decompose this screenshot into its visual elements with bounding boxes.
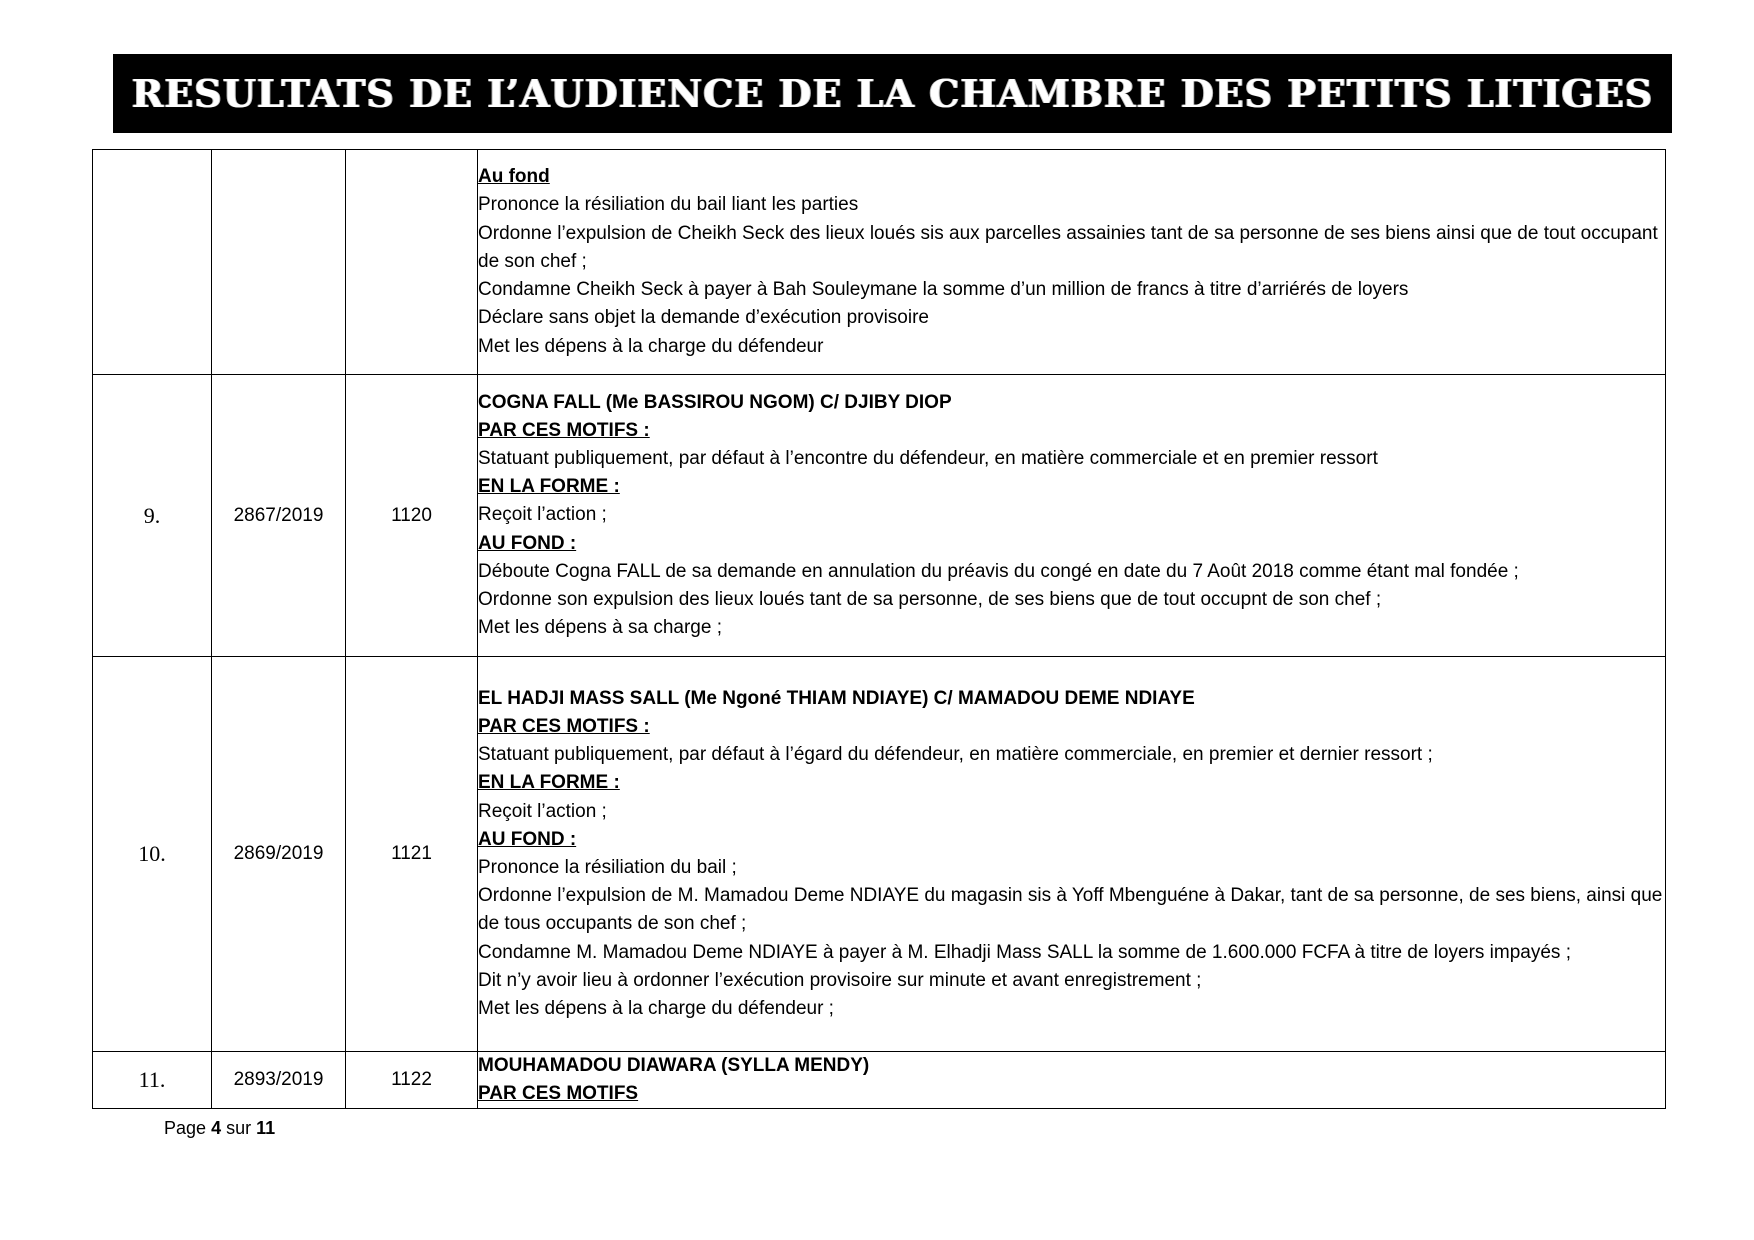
decision-text — [478, 657, 1666, 1052]
page-footer — [164, 1118, 275, 1139]
decision-text — [478, 1052, 1666, 1109]
case-number: 9. — [93, 375, 212, 657]
footer-current-page: 4 — [211, 1118, 222, 1138]
section-heading: PAR CES MOTIFS — [478, 1083, 639, 1105]
footer-page-label: Page — [164, 1118, 207, 1138]
section-heading: Au fond — [478, 166, 550, 188]
decision-line: Met les dépens à la charge du défendeur — [478, 335, 824, 357]
decision-line: Ordonne l’expulsion de Cheikh Seck des lieux loués sis aux parcelles assainies tant de sa personne de ses biens ainsi que de tout occupant de son chef ; — [478, 222, 1658, 272]
results-table — [92, 149, 1666, 1109]
section-heading: PAR CES MOTIFS : — [478, 715, 650, 737]
decision-line: Statuant publiquement, par défaut à l’égard du défendeur, en matière commerciale, en premier et dernier ressort ; — [478, 744, 1433, 766]
section-heading: AU FOND : — [478, 532, 577, 554]
table-row — [93, 150, 1666, 375]
decision-text — [478, 375, 1666, 657]
rg-number: 2893/2019 — [212, 1052, 346, 1109]
case-number: 11. — [93, 1052, 212, 1109]
rg-number: 2869/2019 — [212, 657, 346, 1052]
table-row — [93, 375, 1666, 657]
decision-line: Met les dépens à la charge du défendeur ; — [478, 998, 834, 1020]
case-number — [93, 150, 212, 375]
decision-line: Prononce la résiliation du bail liant les parties — [478, 194, 859, 216]
judgment-number: 1122 — [346, 1052, 478, 1109]
section-heading: AU FOND : — [478, 828, 577, 850]
decision-line: Reçoit l’action ; — [478, 504, 607, 526]
decision-line: Déclare sans objet la demande d’exécution provisoire — [478, 307, 929, 329]
decision-line: Statuant publiquement, par défaut à l’encontre du défendeur, en matière commerciale et en premier ressort — [478, 447, 1378, 469]
decision-line: Prononce la résiliation du bail ; — [478, 857, 737, 878]
judgment-number — [346, 150, 478, 375]
parties-line: COGNA FALL (Me BASSIROU NGOM) C/ DJIBY DIOP — [478, 391, 952, 413]
decision-line: Déboute Cogna FALL de sa demande en annulation du préavis du congé en date du 7 Août 2018 comme étant mal fondée ; — [478, 560, 1519, 582]
parties-line: MOUHAMADOU DIAWARA (SYLLA MENDY) — [478, 1055, 870, 1076]
parties-line: EL HADJI MASS SALL (Me Ngoné THIAM NDIAYE) C/ MAMADOU DEME NDIAYE — [478, 687, 1195, 709]
decision-text — [478, 150, 1666, 375]
section-heading: EN LA FORME : — [478, 772, 620, 794]
footer-total-pages: 11 — [256, 1118, 276, 1138]
decision-line: Dit n’y avoir lieu à ordonner l’exécution provisoire sur minute et avant enregistrement ; — [478, 969, 1202, 991]
title-banner — [113, 54, 1672, 133]
case-number: 10. — [93, 657, 212, 1052]
footer-sur-label: sur — [226, 1118, 252, 1138]
judgment-number: 1120 — [346, 375, 478, 657]
page-title: RESULTATS DE L’AUDIENCE DE LA CHAMBRE DES PETITS LITIGES — [131, 71, 1654, 116]
decision-line: Met les dépens à sa charge ; — [478, 617, 722, 639]
table-row — [93, 657, 1666, 1052]
judgment-number: 1121 — [346, 657, 478, 1052]
decision-line: Reçoit l’action ; — [478, 800, 607, 822]
section-heading: EN LA FORME : — [478, 476, 620, 498]
decision-line: Condamne M. Mamadou Deme NDIAYE à payer à M. Elhadji Mass SALL la somme de 1.600.000 FCFA à titre de loyers impayés ; — [478, 941, 1571, 963]
decision-line: Ordonne l’expulsion de M. Mamadou Deme NDIAYE du magasin sis à Yoff Mbenguéne à Dakar, tant de sa personne, de ses biens, ainsi que de tous occupants de son chef ; — [478, 885, 1663, 935]
rg-number: 2867/2019 — [212, 375, 346, 657]
decision-line: Condamne Cheikh Seck à payer à Bah Souleymane la somme d’un million de francs à titre d’arriérés de loyers — [478, 279, 1409, 301]
table-row — [93, 1052, 1666, 1109]
decision-line: Ordonne son expulsion des lieux loués tant de sa personne, de ses biens que de tout occupnt de son chef ; — [478, 589, 1382, 610]
section-heading: PAR CES MOTIFS : — [478, 419, 650, 441]
rg-number — [212, 150, 346, 375]
